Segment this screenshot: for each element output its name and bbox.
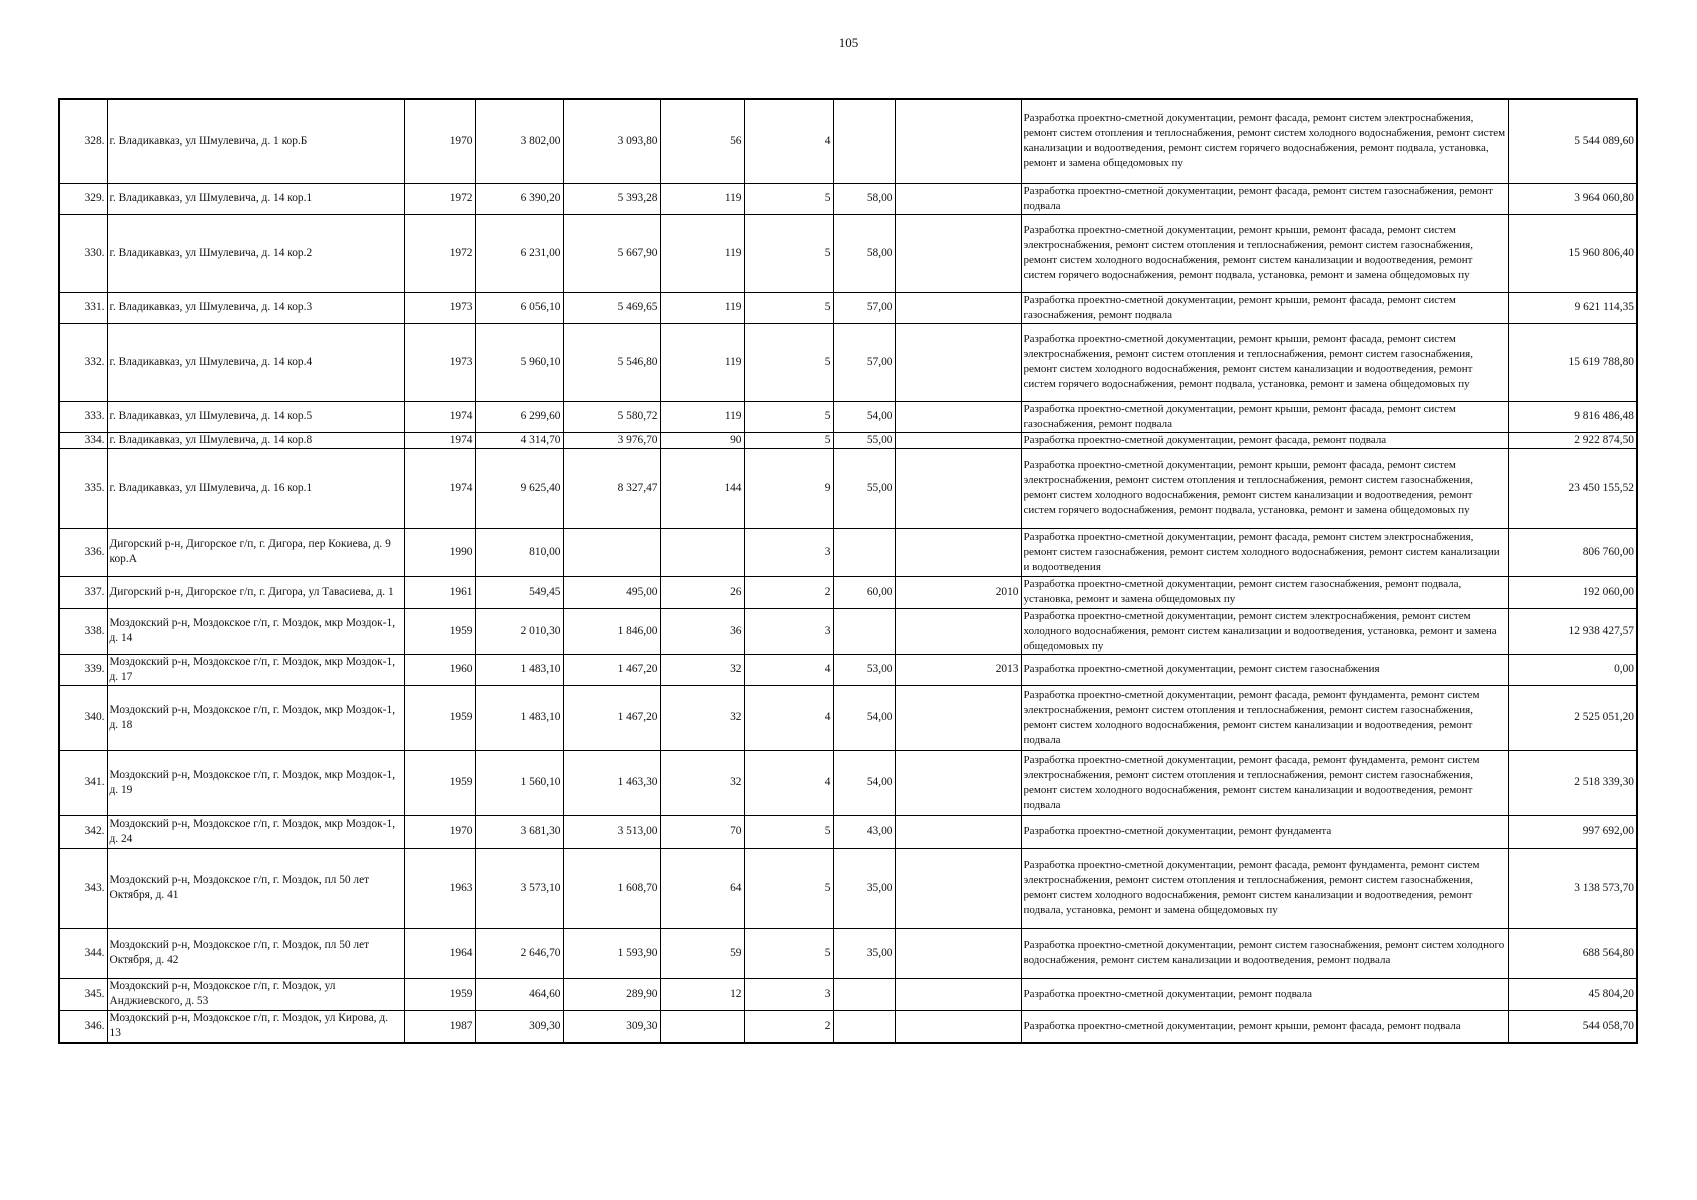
works-list-cell: Разработка проектно-сметной документации, ремонт крыши, ремонт фасада, ремонт систем электроснабжения, ремонт систем отопления и теплоснабжения, ремонт систем газоснабжения, ремонт систем холодного водоснабжения, ремонт систем канализации и водоотведения, ремонт систем горячего водоснабжения, ремонт подвала, установка, ремонт и замена общедомовых пу [1021, 323, 1508, 401]
works-list-cell: Разработка проектно-сметной документации, ремонт систем газоснабжения, ремонт подвала, установка, ремонт и замена общедомовых пу [1021, 576, 1508, 608]
wear-percent-cell [833, 1010, 895, 1043]
address-cell: Моздокский р-н, Моздокское г/п, г. Моздок, ул Анджиевского, д. 53 [107, 978, 404, 1010]
wear-percent-cell: 35,00 [833, 848, 895, 928]
table-row [59, 848, 1637, 928]
address-cell: Моздокский р-н, Моздокское г/п, г. Моздок, мкр Моздок-1, д. 18 [107, 685, 404, 750]
last-repair-year-cell [895, 214, 1021, 292]
works-list-cell: Разработка проектно-сметной документации, ремонт крыши, ремонт фасада, ремонт систем газоснабжения, ремонт подвала [1021, 292, 1508, 323]
cost-cell: 997 692,00 [1508, 815, 1637, 848]
address-cell: г. Владикавказ, ул Шмулевича, д. 14 кор.4 [107, 323, 404, 401]
table-body [59, 99, 1637, 1043]
total-area-cell: 6 390,20 [475, 183, 563, 214]
row-number: 331. [59, 292, 107, 323]
works-list-cell: Разработка проектно-сметной документации, ремонт крыши, ремонт фасада, ремонт систем электроснабжения, ремонт систем отопления и теплоснабжения, ремонт систем газоснабжения, ремонт систем холодного водоснабжения, ремонт систем канализации и водоотведения, ремонт систем горячего водоснабжения, ремонт подвала, установка, ремонт и замена общедомовых пу [1021, 214, 1508, 292]
floors-cell: 9 [744, 448, 833, 528]
living-area-cell: 1 467,20 [563, 685, 660, 750]
row-number: 344. [59, 928, 107, 978]
residents-cell: 119 [660, 323, 744, 401]
living-area-cell: 1 463,30 [563, 750, 660, 815]
living-area-cell: 289,90 [563, 978, 660, 1010]
total-area-cell: 9 625,40 [475, 448, 563, 528]
last-repair-year-cell [895, 401, 1021, 432]
wear-percent-cell: 35,00 [833, 928, 895, 978]
total-area-cell: 5 960,10 [475, 323, 563, 401]
row-number: 333. [59, 401, 107, 432]
total-area-cell: 6 231,00 [475, 214, 563, 292]
wear-percent-cell [833, 978, 895, 1010]
living-area-cell: 3 093,80 [563, 99, 660, 183]
floors-cell: 5 [744, 323, 833, 401]
floors-cell: 3 [744, 978, 833, 1010]
table-row [59, 576, 1637, 608]
address-cell: Моздокский р-н, Моздокское г/п, г. Моздок, мкр Моздок-1, д. 17 [107, 654, 404, 685]
works-list-cell: Разработка проектно-сметной документации, ремонт фасада, ремонт фундамента, ремонт систем электроснабжения, ремонт систем отопления и теплоснабжения, ремонт систем газоснабжения, ремонт систем холодного водоснабжения, ремонт систем канализации и водоотведения, ремонт подвала [1021, 685, 1508, 750]
address-cell: Дигорский р-н, Дигорское г/п, г. Дигора, пер Кокиева, д. 9 кор.А [107, 528, 404, 576]
row-number: 335. [59, 448, 107, 528]
total-area-cell: 6 056,10 [475, 292, 563, 323]
table-row [59, 401, 1637, 432]
year-built-cell: 1974 [404, 401, 475, 432]
address-cell: г. Владикавказ, ул Шмулевича, д. 1 кор.Б [107, 99, 404, 183]
table-row [59, 323, 1637, 401]
cost-cell: 2 525 051,20 [1508, 685, 1637, 750]
wear-percent-cell: 43,00 [833, 815, 895, 848]
year-built-cell: 1970 [404, 99, 475, 183]
total-area-cell: 2 010,30 [475, 608, 563, 654]
living-area-cell: 5 469,65 [563, 292, 660, 323]
address-cell: г. Владикавказ, ул Шмулевича, д. 14 кор.3 [107, 292, 404, 323]
residents-cell [660, 528, 744, 576]
cost-cell: 9 816 486,48 [1508, 401, 1637, 432]
works-list-cell: Разработка проектно-сметной документации, ремонт фасада, ремонт подвала [1021, 432, 1508, 448]
works-list-cell: Разработка проектно-сметной документации, ремонт фасада, ремонт систем электроснабжения, ремонт систем отопления и теплоснабжения, ремонт систем холодного водоснабжения, ремонт систем канализации и водоотведения, ремонт систем горячего водоснабжения, ремонт подвала, установка, ремонт и замена общедомовых пу [1021, 99, 1508, 183]
last-repair-year-cell [895, 978, 1021, 1010]
living-area-cell: 8 327,47 [563, 448, 660, 528]
living-area-cell: 495,00 [563, 576, 660, 608]
residents-cell: 32 [660, 654, 744, 685]
table-row [59, 214, 1637, 292]
table-row [59, 528, 1637, 576]
year-built-cell: 1972 [404, 214, 475, 292]
living-area-cell: 5 546,80 [563, 323, 660, 401]
last-repair-year-cell [895, 685, 1021, 750]
floors-cell: 4 [744, 750, 833, 815]
year-built-cell: 1959 [404, 750, 475, 815]
housing-registry-table [58, 98, 1638, 1044]
cost-cell: 5 544 089,60 [1508, 99, 1637, 183]
works-list-cell: Разработка проектно-сметной документации, ремонт фасада, ремонт систем газоснабжения, ремонт подвала [1021, 183, 1508, 214]
address-cell: Моздокский р-н, Моздокское г/п, г. Моздок, пл 50 лет Октября, д. 41 [107, 848, 404, 928]
residents-cell: 70 [660, 815, 744, 848]
total-area-cell: 810,00 [475, 528, 563, 576]
row-number: 330. [59, 214, 107, 292]
cost-cell: 192 060,00 [1508, 576, 1637, 608]
last-repair-year-cell [895, 928, 1021, 978]
cost-cell: 0,00 [1508, 654, 1637, 685]
year-built-cell: 1960 [404, 654, 475, 685]
works-list-cell: Разработка проектно-сметной документации, ремонт систем электроснабжения, ремонт систем холодного водоснабжения, ремонт систем канализации и водоотведения, установка, ремонт и замена общедомовых пу [1021, 608, 1508, 654]
year-built-cell: 1987 [404, 1010, 475, 1043]
row-number: 334. [59, 432, 107, 448]
residents-cell: 12 [660, 978, 744, 1010]
address-cell: Моздокский р-н, Моздокское г/п, г. Моздок, ул Кирова, д. 13 [107, 1010, 404, 1043]
row-number: 337. [59, 576, 107, 608]
wear-percent-cell: 54,00 [833, 750, 895, 815]
table-row [59, 292, 1637, 323]
row-number: 328. [59, 99, 107, 183]
works-list-cell: Разработка проектно-сметной документации, ремонт крыши, ремонт фасада, ремонт подвала [1021, 1010, 1508, 1043]
total-area-cell: 1 560,10 [475, 750, 563, 815]
address-cell: г. Владикавказ, ул Шмулевича, д. 14 кор.8 [107, 432, 404, 448]
year-built-cell: 1974 [404, 448, 475, 528]
floors-cell: 3 [744, 528, 833, 576]
floors-cell: 2 [744, 576, 833, 608]
wear-percent-cell [833, 608, 895, 654]
residents-cell: 59 [660, 928, 744, 978]
last-repair-year-cell [895, 528, 1021, 576]
table-row [59, 654, 1637, 685]
residents-cell: 119 [660, 401, 744, 432]
table-row [59, 432, 1637, 448]
year-built-cell: 1959 [404, 608, 475, 654]
living-area-cell: 1 467,20 [563, 654, 660, 685]
floors-cell: 5 [744, 292, 833, 323]
residents-cell [660, 1010, 744, 1043]
residents-cell: 119 [660, 292, 744, 323]
year-built-cell: 1959 [404, 978, 475, 1010]
row-number: 332. [59, 323, 107, 401]
living-area-cell: 3 513,00 [563, 815, 660, 848]
works-list-cell: Разработка проектно-сметной документации, ремонт фасада, ремонт систем электроснабжения, ремонт систем газоснабжения, ремонт систем холодного водоснабжения, ремонт систем канализации и водоотведения [1021, 528, 1508, 576]
last-repair-year-cell [895, 608, 1021, 654]
last-repair-year-cell [895, 1010, 1021, 1043]
address-cell: г. Владикавказ, ул Шмулевича, д. 14 кор.1 [107, 183, 404, 214]
residents-cell: 144 [660, 448, 744, 528]
floors-cell: 5 [744, 928, 833, 978]
year-built-cell: 1990 [404, 528, 475, 576]
table-row [59, 1010, 1637, 1043]
residents-cell: 119 [660, 183, 744, 214]
table-row [59, 608, 1637, 654]
total-area-cell: 549,45 [475, 576, 563, 608]
works-list-cell: Разработка проектно-сметной документации, ремонт фундамента [1021, 815, 1508, 848]
floors-cell: 4 [744, 685, 833, 750]
wear-percent-cell: 58,00 [833, 183, 895, 214]
last-repair-year-cell [895, 183, 1021, 214]
total-area-cell: 4 314,70 [475, 432, 563, 448]
wear-percent-cell: 60,00 [833, 576, 895, 608]
address-cell: г. Владикавказ, ул Шмулевича, д. 14 кор.5 [107, 401, 404, 432]
works-list-cell: Разработка проектно-сметной документации, ремонт фасада, ремонт фундамента, ремонт систем электроснабжения, ремонт систем отопления и теплоснабжения, ремонт систем газоснабжения, ремонт систем холодного водоснабжения, ремонт систем канализации и водоотведения, ремонт подвала [1021, 750, 1508, 815]
table-row [59, 750, 1637, 815]
row-number: 341. [59, 750, 107, 815]
address-cell: Моздокский р-н, Моздокское г/п, г. Моздок, мкр Моздок-1, д. 19 [107, 750, 404, 815]
table-row [59, 183, 1637, 214]
floors-cell: 3 [744, 608, 833, 654]
cost-cell: 544 058,70 [1508, 1010, 1637, 1043]
residents-cell: 64 [660, 848, 744, 928]
floors-cell: 2 [744, 1010, 833, 1043]
table-row [59, 978, 1637, 1010]
table-row [59, 685, 1637, 750]
last-repair-year-cell: 2010 [895, 576, 1021, 608]
cost-cell: 23 450 155,52 [1508, 448, 1637, 528]
residents-cell: 90 [660, 432, 744, 448]
floors-cell: 4 [744, 654, 833, 685]
wear-percent-cell: 58,00 [833, 214, 895, 292]
row-number: 338. [59, 608, 107, 654]
year-built-cell: 1974 [404, 432, 475, 448]
last-repair-year-cell: 2013 [895, 654, 1021, 685]
year-built-cell: 1973 [404, 292, 475, 323]
row-number: 345. [59, 978, 107, 1010]
floors-cell: 5 [744, 401, 833, 432]
works-list-cell: Разработка проектно-сметной документации, ремонт систем газоснабжения, ремонт систем холодного водоснабжения, ремонт систем канализации и водоотведения, ремонт подвала [1021, 928, 1508, 978]
year-built-cell: 1972 [404, 183, 475, 214]
last-repair-year-cell [895, 750, 1021, 815]
row-number: 339. [59, 654, 107, 685]
address-cell: Дигорский р-н, Дигорское г/п, г. Дигора, ул Тавасиева, д. 1 [107, 576, 404, 608]
living-area-cell: 5 393,28 [563, 183, 660, 214]
wear-percent-cell: 55,00 [833, 432, 895, 448]
floors-cell: 5 [744, 815, 833, 848]
address-cell: Моздокский р-н, Моздокское г/п, г. Моздок, мкр Моздок-1, д. 14 [107, 608, 404, 654]
cost-cell: 9 621 114,35 [1508, 292, 1637, 323]
wear-percent-cell: 54,00 [833, 685, 895, 750]
row-number: 343. [59, 848, 107, 928]
page-number: 105 [838, 35, 859, 50]
wear-percent-cell: 55,00 [833, 448, 895, 528]
last-repair-year-cell [895, 292, 1021, 323]
table-row [59, 448, 1637, 528]
address-cell: г. Владикавказ, ул Шмулевича, д. 14 кор.2 [107, 214, 404, 292]
year-built-cell: 1963 [404, 848, 475, 928]
residents-cell: 26 [660, 576, 744, 608]
living-area-cell: 1 593,90 [563, 928, 660, 978]
residents-cell: 36 [660, 608, 744, 654]
last-repair-year-cell [895, 323, 1021, 401]
total-area-cell: 3 573,10 [475, 848, 563, 928]
wear-percent-cell: 57,00 [833, 292, 895, 323]
total-area-cell: 1 483,10 [475, 685, 563, 750]
address-cell: г. Владикавказ, ул Шмулевича, д. 16 кор.1 [107, 448, 404, 528]
works-list-cell: Разработка проектно-сметной документации, ремонт систем газоснабжения [1021, 654, 1508, 685]
year-built-cell: 1970 [404, 815, 475, 848]
living-area-cell [563, 528, 660, 576]
wear-percent-cell: 53,00 [833, 654, 895, 685]
works-list-cell: Разработка проектно-сметной документации, ремонт крыши, ремонт фасада, ремонт систем электроснабжения, ремонт систем отопления и теплоснабжения, ремонт систем газоснабжения, ремонт систем холодного водоснабжения, ремонт систем канализации и водоотведения, ремонт систем горячего водоснабжения, ремонт подвала, установка, ремонт и замена общедомовых пу [1021, 448, 1508, 528]
row-number: 329. [59, 183, 107, 214]
wear-percent-cell: 57,00 [833, 323, 895, 401]
total-area-cell: 3 802,00 [475, 99, 563, 183]
last-repair-year-cell [895, 432, 1021, 448]
table-row [59, 815, 1637, 848]
cost-cell: 2 922 874,50 [1508, 432, 1637, 448]
cost-cell: 45 804,20 [1508, 978, 1637, 1010]
floors-cell: 5 [744, 848, 833, 928]
table-row [59, 928, 1637, 978]
row-number: 336. [59, 528, 107, 576]
floors-cell: 5 [744, 183, 833, 214]
residents-cell: 32 [660, 750, 744, 815]
wear-percent-cell [833, 528, 895, 576]
address-cell: Моздокский р-н, Моздокское г/п, г. Моздок, пл 50 лет Октября, д. 42 [107, 928, 404, 978]
living-area-cell: 5 667,90 [563, 214, 660, 292]
total-area-cell: 464,60 [475, 978, 563, 1010]
last-repair-year-cell [895, 848, 1021, 928]
living-area-cell: 3 976,70 [563, 432, 660, 448]
wear-percent-cell [833, 99, 895, 183]
total-area-cell: 309,30 [475, 1010, 563, 1043]
last-repair-year-cell [895, 448, 1021, 528]
year-built-cell: 1964 [404, 928, 475, 978]
total-area-cell: 3 681,30 [475, 815, 563, 848]
last-repair-year-cell [895, 99, 1021, 183]
cost-cell: 688 564,80 [1508, 928, 1637, 978]
row-number: 342. [59, 815, 107, 848]
address-cell: Моздокский р-н, Моздокское г/п, г. Моздок, мкр Моздок-1, д. 24 [107, 815, 404, 848]
floors-cell: 5 [744, 214, 833, 292]
living-area-cell: 1 608,70 [563, 848, 660, 928]
works-list-cell: Разработка проектно-сметной документации, ремонт подвала [1021, 978, 1508, 1010]
residents-cell: 56 [660, 99, 744, 183]
cost-cell: 12 938 427,57 [1508, 608, 1637, 654]
cost-cell: 2 518 339,30 [1508, 750, 1637, 815]
living-area-cell: 309,30 [563, 1010, 660, 1043]
cost-cell: 15 619 788,80 [1508, 323, 1637, 401]
year-built-cell: 1959 [404, 685, 475, 750]
floors-cell: 5 [744, 432, 833, 448]
residents-cell: 32 [660, 685, 744, 750]
year-built-cell: 1973 [404, 323, 475, 401]
cost-cell: 3 964 060,80 [1508, 183, 1637, 214]
cost-cell: 15 960 806,40 [1508, 214, 1637, 292]
works-list-cell: Разработка проектно-сметной документации, ремонт крыши, ремонт фасада, ремонт систем газоснабжения, ремонт подвала [1021, 401, 1508, 432]
living-area-cell: 5 580,72 [563, 401, 660, 432]
year-built-cell: 1961 [404, 576, 475, 608]
last-repair-year-cell [895, 815, 1021, 848]
living-area-cell: 1 846,00 [563, 608, 660, 654]
row-number: 346. [59, 1010, 107, 1043]
total-area-cell: 2 646,70 [475, 928, 563, 978]
row-number: 340. [59, 685, 107, 750]
wear-percent-cell: 54,00 [833, 401, 895, 432]
table-row [59, 99, 1637, 183]
floors-cell: 4 [744, 99, 833, 183]
total-area-cell: 6 299,60 [475, 401, 563, 432]
total-area-cell: 1 483,10 [475, 654, 563, 685]
cost-cell: 3 138 573,70 [1508, 848, 1637, 928]
cost-cell: 806 760,00 [1508, 528, 1637, 576]
residents-cell: 119 [660, 214, 744, 292]
works-list-cell: Разработка проектно-сметной документации, ремонт фасада, ремонт фундамента, ремонт систем электроснабжения, ремонт систем отопления и теплоснабжения, ремонт систем газоснабжения, ремонт систем холодного водоснабжения, ремонт систем канализации и водоотведения, ремонт подвала, установка, ремонт и замена общедомовых пу [1021, 848, 1508, 928]
